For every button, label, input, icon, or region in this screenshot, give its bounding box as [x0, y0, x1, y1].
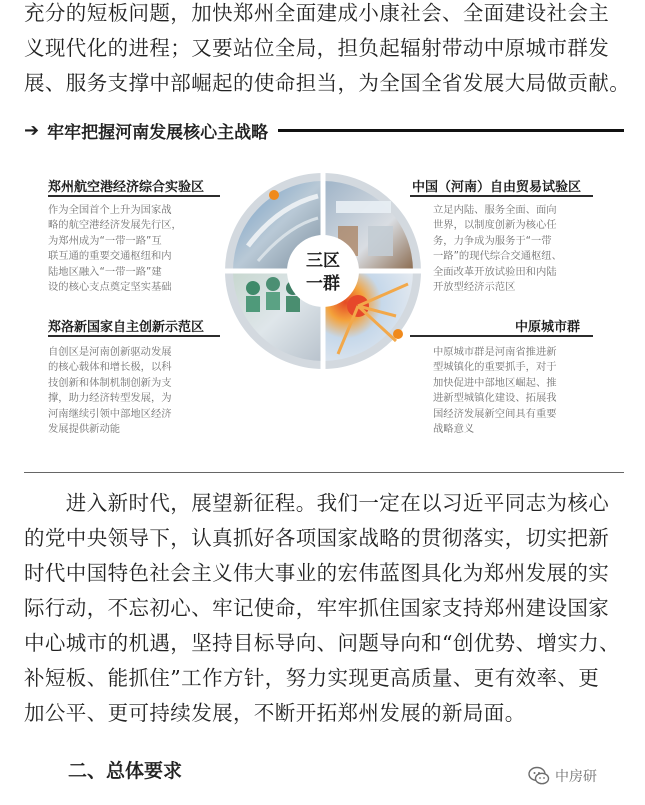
zone-title-innovation: 郑洛新国家自主创新示范区 — [48, 320, 205, 335]
paragraph-line: 充分的短板问题，加快郑州全面建成小康社会、全面建设社会主 — [24, 1, 610, 25]
paragraph-line: 时代中国特色社会主义伟大事业的宏伟蓝图具化为郑州发展的实 — [24, 561, 610, 585]
zone-rule — [410, 195, 593, 197]
orange-dot — [393, 329, 403, 339]
section-title: 牢牢把握河南发展核心主战略 — [47, 122, 269, 143]
paragraph-line: 际行动，不忘初心、牢记使命，牢牢抓住国家支持郑州建设国家 — [24, 596, 610, 620]
paragraph-line: 进入新时代，展望新征程。我们一定在以习近平同志为核心 — [24, 491, 610, 515]
zone-title-city-group: 中原城市群 — [515, 320, 581, 335]
center-label-line2: 一群 — [306, 274, 340, 294]
section-heading — [24, 115, 624, 145]
section-rule — [278, 129, 624, 132]
three-zones-one-group-diagram — [218, 166, 428, 376]
paragraph-line: 加公平、更可持续发展，不断开拓郑州发展的新局面。 — [24, 701, 526, 725]
section-bottom-rule — [24, 472, 624, 473]
wechat-icon — [528, 766, 550, 786]
paragraph-line: 的党中央领导下，认真抓好各项国家战略的贯彻落实，切实把新 — [24, 526, 610, 550]
next-section-heading: 二、总体要求 — [68, 760, 183, 782]
orange-dot — [269, 190, 279, 200]
zone-rule — [410, 335, 593, 337]
watermark-text: 中房研 — [555, 769, 597, 785]
center-disc — [287, 235, 359, 307]
intro-paragraph — [24, 0, 631, 101]
zone-body-innovation: 自创区是河南创新驱动发展 的核心载体和增长极，以科 技创新和体制机制创新为支 撑，助力经济转型发展，为 河南继续引领中部地区经济 发展提供新动能 — [48, 346, 172, 436]
arrow-right-icon: ➔ — [24, 119, 40, 141]
watermark — [528, 763, 597, 789]
paragraph-line: 义现代化的进程；又要站位全局，担负起辐射带动中原城市群发 — [24, 36, 610, 60]
outlook-paragraph — [24, 486, 624, 731]
center-label-line1: 三区 — [306, 251, 340, 271]
zone-body-airport: 作为全国首个上升为国家战 略的航空港经济发展先行区， 为郑州成为“一带一路”互 联互通的重要交通枢纽和内 陆地区融入“一带一路”建 设的核心支点奠定坚实基础 — [48, 204, 182, 294]
zone-body-ftz: 立足内陆、服务全面、面向 世界，以制度创新为核心任 务，力争成为服务于“一带 一路”的现代综合交通枢纽、 全面改革开放试验田和内陆 开放型经济示范区 — [433, 204, 562, 294]
zone-title-ftz: 中国（河南）自由贸易试验区 — [412, 180, 582, 195]
zone-body-city-group: 中原城市群是河南省推进新 型城镇化的重要抓手，对于 加快促进中部地区崛起、推 进新型城镇化建设、拓展我 国经济发展新空间具有重要 战略意义 — [433, 346, 557, 436]
zone-title-airport: 郑州航空港经济综合实验区 — [48, 180, 205, 195]
paragraph-line: 补短板、能抓住”工作方针，努力实现更高质量、更有效率、更 — [24, 666, 600, 690]
zone-rule — [48, 335, 220, 337]
paragraph-line: 中心城市的机遇，坚持目标导向、问题导向和“创优势、增实力、 — [24, 631, 621, 655]
zone-rule — [48, 195, 220, 197]
paragraph-line: 展、服务支撑中部崛起的使命担当，为全国全省发展大局做贡献。 — [24, 71, 631, 95]
